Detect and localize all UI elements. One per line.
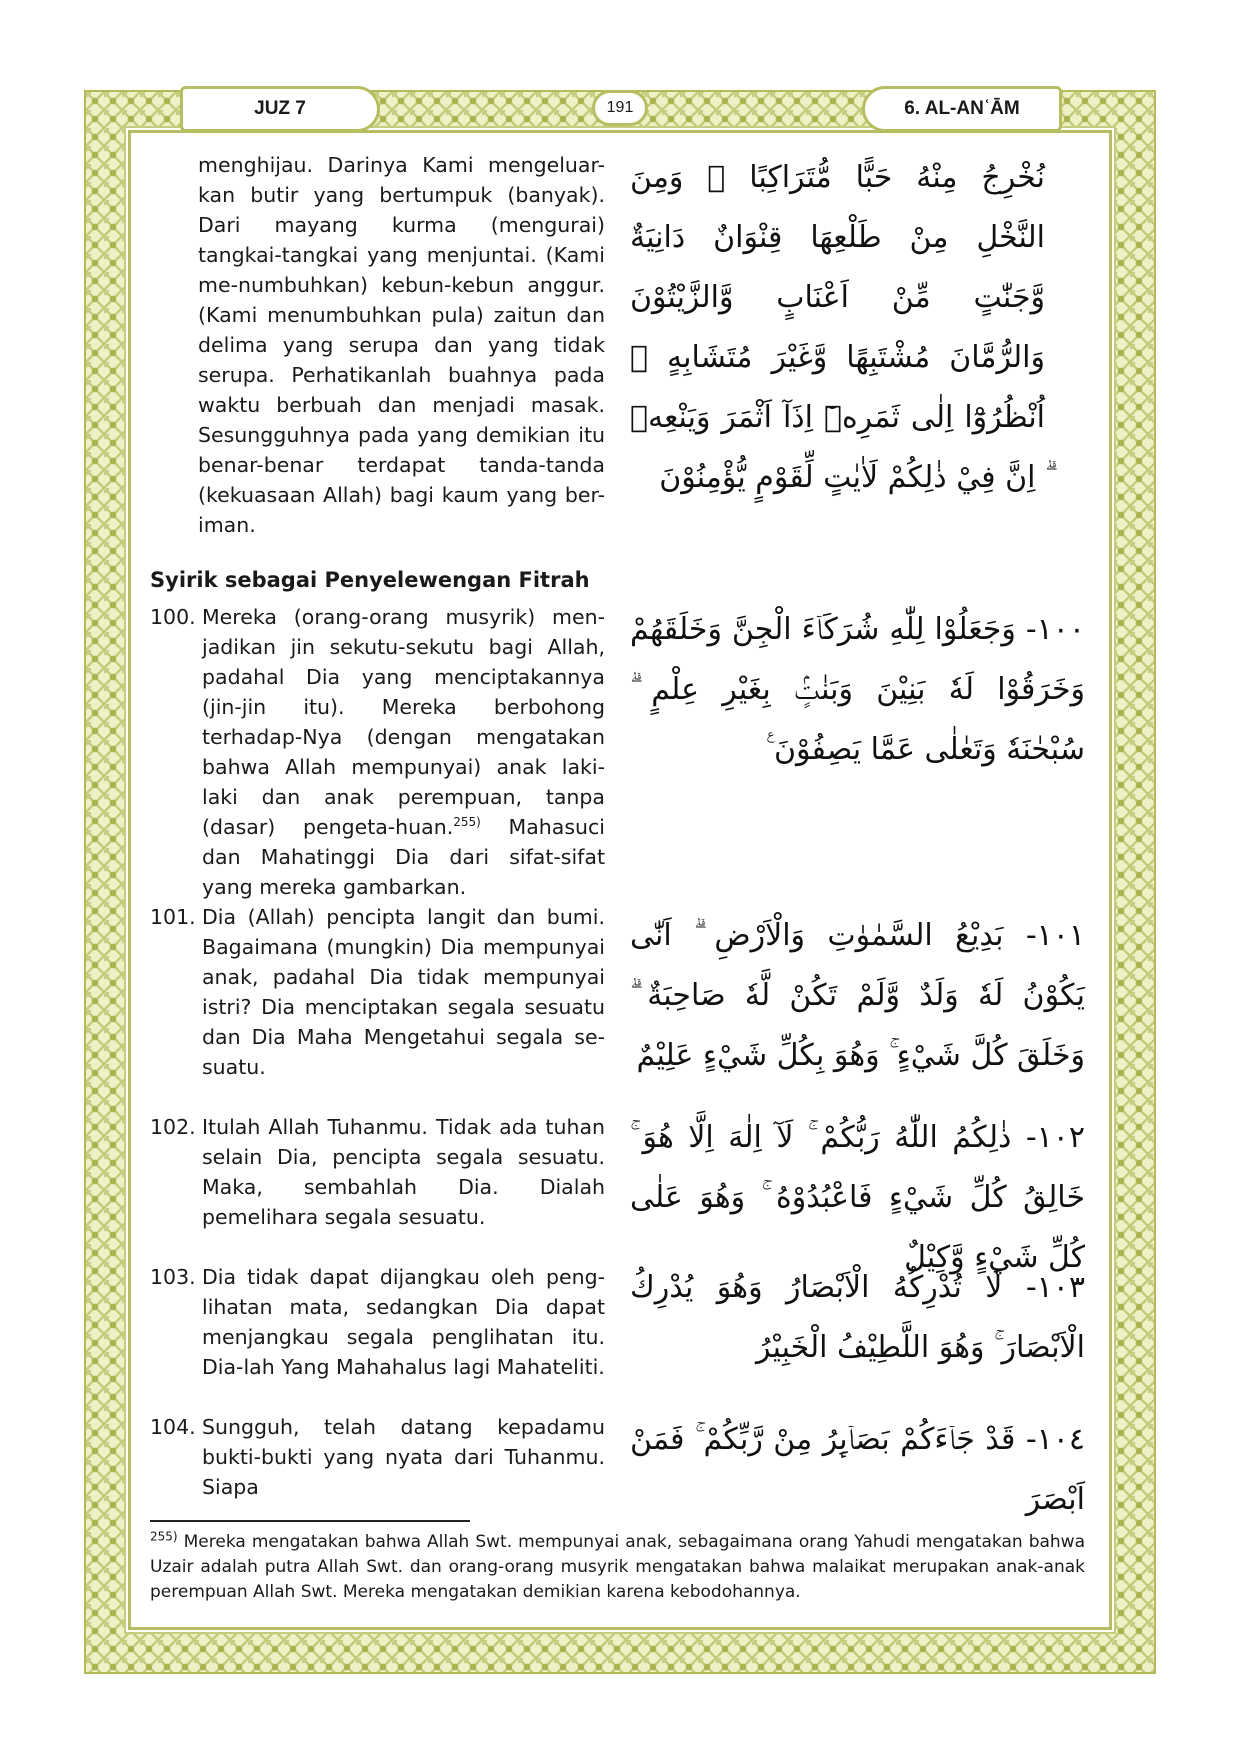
verse-104-translation	[150, 1412, 605, 1502]
footnote-marker: 255)	[150, 1529, 178, 1544]
verse-number: 100.	[150, 605, 196, 629]
verse-text: Sungguh, telah datang kepadamu bukti-bukti yang nyata dari Tuhanmu. Siapa	[202, 1415, 605, 1499]
verse-101-translation	[150, 902, 605, 1082]
surah-label: 6. AL-ANʿĀM	[862, 86, 1062, 132]
verse-number: 101.	[150, 905, 196, 929]
juz-label: JUZ 7	[180, 86, 380, 132]
verse-number: 102.	[150, 1115, 196, 1139]
verse-text: Dia (Allah) pencipta langit dan bumi. Bagaimana (mungkin) Dia mempunyai anak, padahal Dia tidak mempunyai istri? Dia menciptakan segala sesuatu dan Dia Maha Mengetahui segala se-suatu.	[202, 905, 605, 1079]
verse-101-arabic: ١٠١- بَدِيْعُ السَّمٰوٰتِ وَالْاَرْضِ ۗ اَنّٰى يَكُوْنُ لَهٗ وَلَدٌ وَّلَمْ تَكُنْ لَّهٗ صَاحِبَةٌ ۗ وَخَلَقَ كُلَّ شَيْءٍ ۚ وَهُوَ بِكُلِّ شَيْءٍ عَلِيْمٌ	[630, 918, 1085, 1073]
verse-103-arabic: ١٠٣- لَا تُدْرِكُهُ الْاَبْصَارُ وَهُوَ يُدْرِكُ الْاَبْصَارَ ۚ وَهُوَ اللَّطِيْفُ الْخَبِيْرُ	[630, 1270, 1085, 1365]
verse-100-translation	[150, 602, 605, 902]
verse-number: 103.	[150, 1265, 196, 1289]
verse-103-translation	[150, 1262, 605, 1382]
intro-arabic: نُخْرِجُ مِنْهُ حَبًّا مُّتَرَاكِبًا ۚ وَمِنَ النَّخْلِ مِنْ طَلْعِهَا قِنْوَانٌ دَانِيَةٌ وَّجَنّٰتٍ مِّنْ اَعْنَابٍ وَّالزَّيْتُوْنَ وَالرُّمَّانَ مُشْتَبِهًا وَّغَيْرَ مُتَشَابِهٍ ۗ اُنْظُرُوْٓا اِلٰى ثَمَرِهٖٓ اِذَآ اَثْمَرَ وَيَنْعِهٖ ۗ اِنَّ فِيْ ذٰلِكُمْ لَاٰيٰتٍ لِّقَوْمٍ يُّؤْمِنُوْنَ	[630, 160, 1045, 495]
footnote-divider	[150, 1520, 470, 1522]
intro-translation: menghijau. Darinya Kami mengeluar-kan butir yang bertumpuk (banyak). Dari mayang kurma (mengurai) tangkai-tangkai yang menjuntai. (Kami me-numbuhkan) kebun-kebun anggur. (Kami menumbuhkan pula) zaitun dan delima yang serupa dan yang tidak serupa. Perhatikanlah buahnya pada waktu berbuah dan menjadi masak. Sesungguhnya pada yang demikian itu benar-benar terdapat tanda-tanda (kekuasaan Allah) bagi kaum yang ber-iman.	[198, 153, 605, 537]
footnote-ref: 255)	[453, 815, 481, 830]
verse-text: Itulah Allah Tuhanmu. Tidak ada tuhan selain Dia, pencipta segala sesuatu. Maka, sembahlah Dia. Dialah pemelihara segala sesuatu.	[202, 1115, 605, 1229]
section-heading: Syirik sebagai Penyelewengan Fitrah	[150, 568, 590, 592]
verse-text: Mereka (orang-orang musyrik) men-jadikan jin sekutu-sekutu bagi Allah, padahal Dia yang menciptakannya (jin-jin itu). Mereka berbohong terhadap-Nya (dengan mengatakan bahwa Allah mempunyai) anak laki-laki dan anak perempuan, tanpa (dasar) pengeta-huan.$^{255)}$ Mahasuci dan Mahatinggi Dia dari sifat-sifat yang mereka gambarkan.	[202, 605, 605, 899]
footnote	[150, 1530, 1085, 1605]
footnote-text: Mereka mengatakan bahwa Allah Swt. mempunyai anak, sebagaimana orang Yahudi mengatakan bahwa Uzair adalah putra Allah Swt. dan orang-orang musyrik mengatakan bahwa malaikat merupakan anak-anak perempuan Allah Swt. Mereka mengatakan demikian karena kebodohannya.	[150, 1532, 1085, 1602]
verse-102-translation	[150, 1112, 605, 1232]
verse-number: 104.	[150, 1415, 196, 1439]
verse-100-arabic: ١٠٠- وَجَعَلُوْا لِلّٰهِ شُرَكَاۤءَ الْجِنَّ وَخَلَقَهُمْ وَخَرَقُوْا لَهٗ بَنِيْنَ وَبَنٰتٍۢ بِغَيْرِ عِلْمٍ ۗ سُبْحٰنَهٗ وَتَعٰلٰى عَمَّا يَصِفُوْنَ ࣖ	[630, 612, 1085, 767]
page-number: 191	[592, 90, 648, 126]
verse-text: Dia tidak dapat dijangkau oleh peng-lihatan mata, sedangkan Dia dapat menjangkau segala penglihatan itu. Dia-lah Yang Mahahalus lagi Mahateliti.	[202, 1265, 605, 1379]
verse-104-arabic: ١٠٤- قَدْ جَاۤءَكُمْ بَصَاۤىِٕرُ مِنْ رَّبِّكُمْ ۚ فَمَنْ اَبْصَرَ	[630, 1422, 1085, 1517]
verse-102-arabic: ١٠٢- ذٰلِكُمُ اللّٰهُ رَبُّكُمْ ۚ لَآ اِلٰهَ اِلَّا هُوَ ۚ خَالِقُ كُلِّ شَيْءٍ فَاعْبُدُوْهُ ۚ وَهُوَ عَلٰى كُلِّ شَيْءٍ وَّكِيْلٌ	[630, 1120, 1085, 1275]
